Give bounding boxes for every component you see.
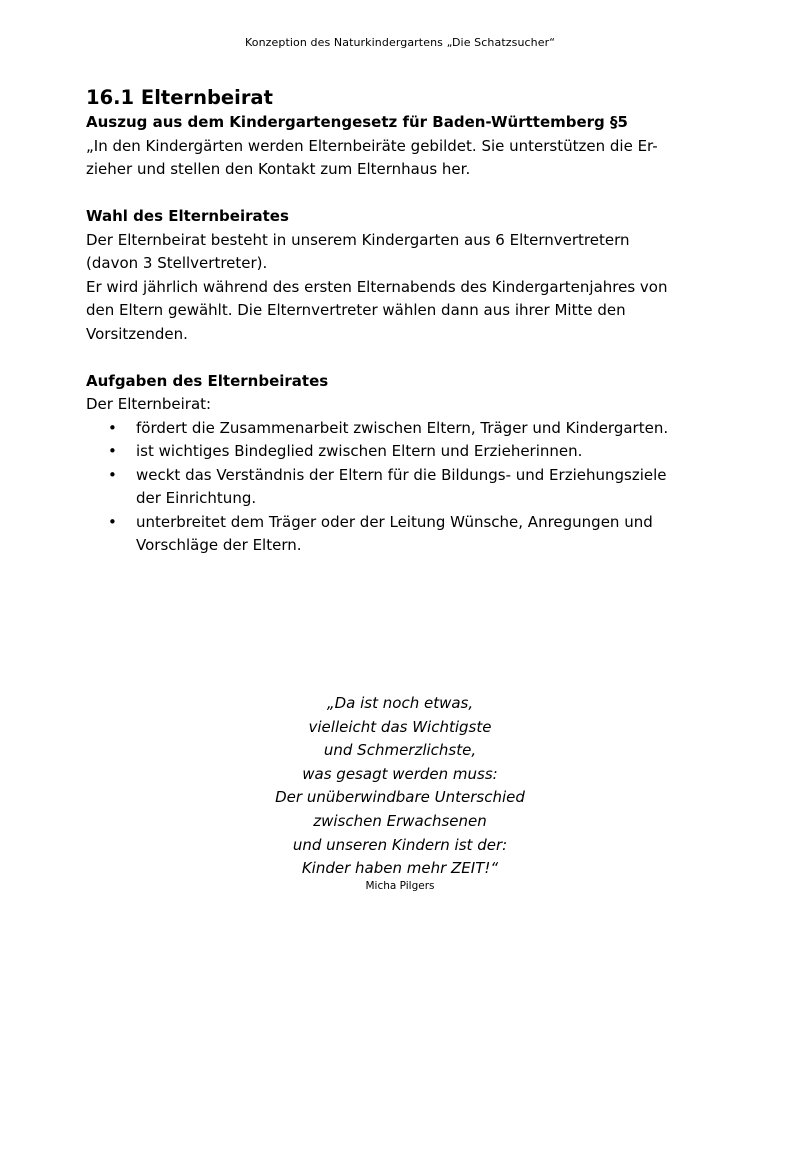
election-line: Er wird jährlich während des ersten Elternabends des Kindergartenjahres von: [86, 277, 668, 296]
quote-line: Der unüberwindbare Unterschied: [275, 788, 525, 807]
quote-line: was gesagt werden muss:: [302, 764, 498, 783]
task-list-item: [86, 464, 726, 511]
section-title: 16.1 Elternbeirat: [86, 86, 273, 109]
election-line: (davon 3 Stellvertreter).: [86, 254, 268, 272]
election-heading: Wahl des Elternbeirates: [86, 207, 289, 225]
tasks-intro: Der Elternbeirat:: [86, 395, 212, 413]
tasks-list: [86, 417, 726, 558]
task-list-item: [86, 417, 726, 441]
election-line: den Eltern gewählt. Die Elternvertreter wählen dann aus ihrer Mitte den: [86, 301, 626, 319]
law-excerpt-line: „In den Kindergärten werden Elternbeiräte gebildet. Sie unterstützen die Er-: [86, 136, 658, 155]
quote-line: Kinder haben mehr ZEIT!“: [301, 859, 499, 878]
task-line: • weckt das Verständnis der Eltern für die Bildungs- und Erziehungsziele: [136, 465, 667, 484]
page-header: Konzeption des Naturkindergartens „Die Schatzsucher“: [244, 36, 556, 49]
quote-line: und unseren Kindern ist der:: [292, 835, 508, 854]
task-line: • fördert die Zusammenarbeit zwischen Eltern, Träger und Kindergarten.: [136, 418, 669, 437]
spacer: [86, 346, 726, 370]
quote-author: Micha Pilgers: [365, 880, 435, 892]
task-line: • ist wichtiges Bindeglied zwischen Eltern und Erzieherinnen.: [136, 442, 583, 460]
tasks-heading: Aufgaben des Elternbeirates: [86, 371, 329, 390]
law-excerpt-heading: Auszug aus dem Kindergartengesetz für Baden-Württemberg §5: [86, 113, 628, 131]
task-line: Vorschläge der Eltern.: [136, 536, 302, 554]
task-list-item: [86, 511, 726, 558]
task-line: der Einrichtung.: [136, 489, 257, 507]
spacer: [86, 182, 726, 206]
task-list-item: [86, 440, 726, 464]
closing-quote: [0, 692, 800, 881]
law-excerpt-line: zieher und stellen den Kontakt zum Elternhaus her.: [86, 160, 471, 178]
quote-line: zwischen Erwachsenen: [313, 811, 487, 830]
quote-line: vielleicht das Wichtigste: [308, 717, 492, 736]
election-line: Der Elternbeirat besteht in unserem Kindergarten aus 6 Elternvertretern: [86, 230, 630, 249]
document-body: [86, 85, 726, 558]
quote-line: „Da ist noch etwas,: [326, 694, 474, 712]
quote-line: und Schmerzlichste,: [323, 741, 477, 760]
election-line: Vorsitzenden.: [86, 324, 188, 343]
task-line: • unterbreitet dem Träger oder der Leitung Wünsche, Anregungen und: [136, 512, 653, 531]
